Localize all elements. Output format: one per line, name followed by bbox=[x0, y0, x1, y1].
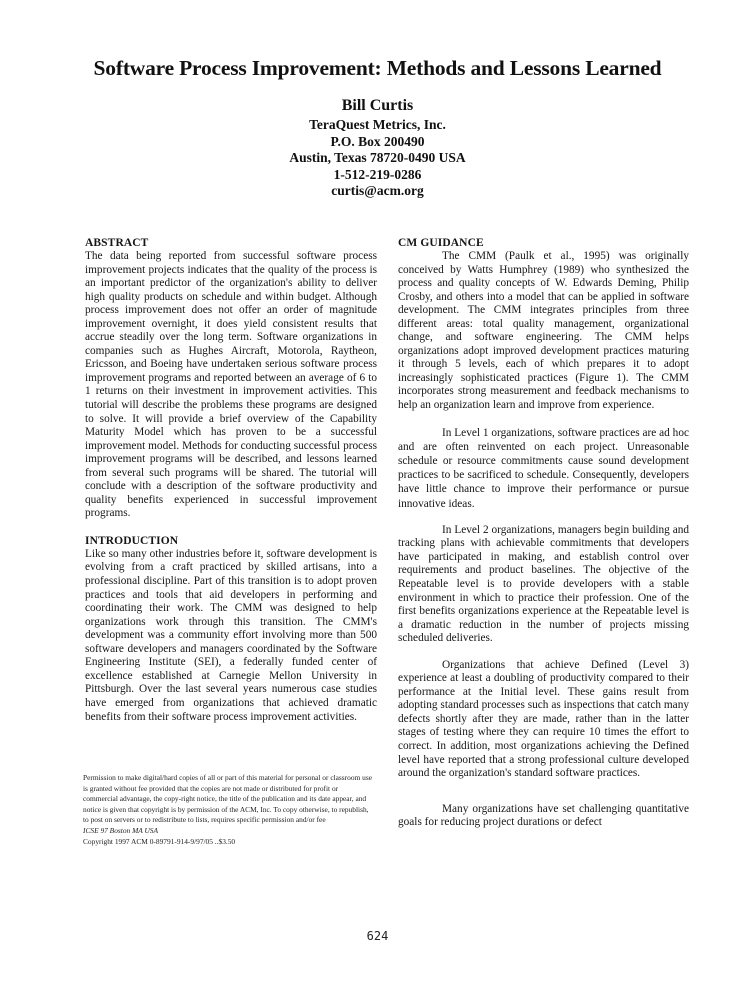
abstract-text: The data being reported from successful software process improvement projects indicates that the quality of the process is an important predictor of the organization's ability to deliver high quality products on schedule and within budget. Although process improvement does not offer an order of magnitude improvement overnight, it does yield consistent results that accrue steadily over the long term. Software organizations in companies such as Hughes Aircraft, Motorola, Raytheon, Ericsson, and Boeing have undertaken serious software process improvement programs and reported between an average of 6 to 1 returns on their investment in improvement activities. This tutorial will describe the problems these programs are designed to solve. It will provide a brief overview of the Capability Maturity Model which has proven to be a successful improvement model. Methods for conducting successful process improvement programs will be described, and lessons learned from several such programs will be shared. The tutorial will conclude with a description of the software productivity and quality benefits experienced in successful improvement programs. bbox=[85, 250, 377, 520]
guidance-paragraph: The CMM (Paulk et al., 1995) was originally conceived by Watts Humphrey (1989) who synthesized the process and quality concepts of W. Edwards Deming, Philip Crosby, and others into a model that can be applied in software development. The CMM integrates principles from three different areas: total quality management, organizational change, and software engineering. The CMM helps organizations adopt improved development practices maturing it through 5 levels, each of which prepares it to adopt increasingly sophisticated practices (Figure 1). The CMM incorporates strong measurement and feedback mechanisms to help an organization learn and improve from experience. bbox=[398, 250, 689, 412]
level-1-paragraph: In Level 1 organizations, software practices are ad hoc and are often reinvented on each project. Unreasonable schedule or resource commitments cause sound development practices to be sacrificed to schedule. Consequently, developers have little chance to improve their performance or pursue innovative ideas. bbox=[398, 426, 689, 510]
paragraph-spacer bbox=[398, 781, 689, 803]
section-spacer bbox=[85, 521, 377, 534]
paragraph-spacer bbox=[398, 413, 689, 426]
right-column bbox=[398, 236, 689, 830]
level-3-paragraph: Organizations that achieve Defined (Level 3) experience at least a doubling of productivity compared to their performance at the Initial level. These gains result from adopting standard processes such as inspections that catch many defects shortly after they are made, rather than in the latter stages of testing where they can require 10 times the effort to correct. In addition, most organizations achieving the Defined level have reported that a strong professional culture developed around the organization's standard software practices. bbox=[398, 658, 689, 780]
author-name: Bill Curtis bbox=[341, 97, 414, 114]
author-block bbox=[0, 96, 755, 200]
cmm-guidance-heading: CM GUIDANCE bbox=[398, 237, 484, 249]
left-column bbox=[85, 236, 377, 724]
introduction-heading: INTRODUCTION bbox=[85, 534, 179, 547]
level-2-paragraph: In Level 2 organizations, managers begin building and tracking plans with achievable commitments that developers have participated in making, and establish control over requirements and product baselines. The objective of the Repeatable level is to provide developers with a stable environment in which to practice their profession. One of the first benefits organizations experience at the Repeatable level is a dramatic reduction in the number of projects missing scheduled deliveries. bbox=[398, 523, 689, 645]
author-email: curtis@acm.org bbox=[331, 183, 424, 199]
author-phone: 1-512-219-0286 bbox=[333, 166, 422, 182]
author-affiliation: TeraQuest Metrics, Inc. bbox=[309, 117, 446, 132]
author-address-line-1: P.O. Box 200490 bbox=[330, 133, 425, 149]
paragraph-spacer bbox=[398, 511, 689, 524]
permission-note bbox=[83, 773, 373, 847]
introduction-text: Like so many other industries before it, software development is evolving from a craft practiced by skilled artisans, into a professional discipline. Part of this transition is to adopt proven practices and tools that aid developers in performing and coordinating their work. The CMM was designed to help organizations work through this transition. The CMM's development was a community effort involving more than 500 software developers and managers coordinated by the Software Engineering Institute (SEI), a federally funded center of excellence established at Carnegie Mellon University in Pittsburgh. Over the last several years numerous case studies have emerged from organizations that achieved dramatic benefits from their software process improvement activities. bbox=[85, 547, 377, 723]
conference-venue: ICSE 97 Boston MA USA bbox=[83, 825, 158, 835]
abstract-heading: ABSTRACT bbox=[85, 237, 149, 249]
paragraph-spacer bbox=[398, 646, 689, 659]
permission-text: Permission to make digital/hard copies of all or part of this material for personal or classroom use is granted without fee provided that the copies are not made or distributed for profit or commercial advantage, the copy-right notice, the title of the publication and its date appear, and notice is given that copyright is by permission of the ACM, Inc. To copy otherwise, to republish, to post on servers or to redistribute to lists, requires specific permission and/or fee bbox=[83, 773, 372, 825]
copyright-line: Copyright 1997 ACM 0-89791-914-9/97/05 ..$3.50 bbox=[83, 836, 236, 846]
page-number: 624 bbox=[366, 929, 389, 943]
paper-title: Software Process Improvement: Methods and Lessons Learned bbox=[93, 56, 662, 80]
quantitative-goals-paragraph: Many organizations have set challenging quantitative goals for reducing project durations or defect bbox=[398, 802, 689, 829]
author-address-line-2: Austin, Texas 78720-0490 USA bbox=[289, 150, 466, 166]
